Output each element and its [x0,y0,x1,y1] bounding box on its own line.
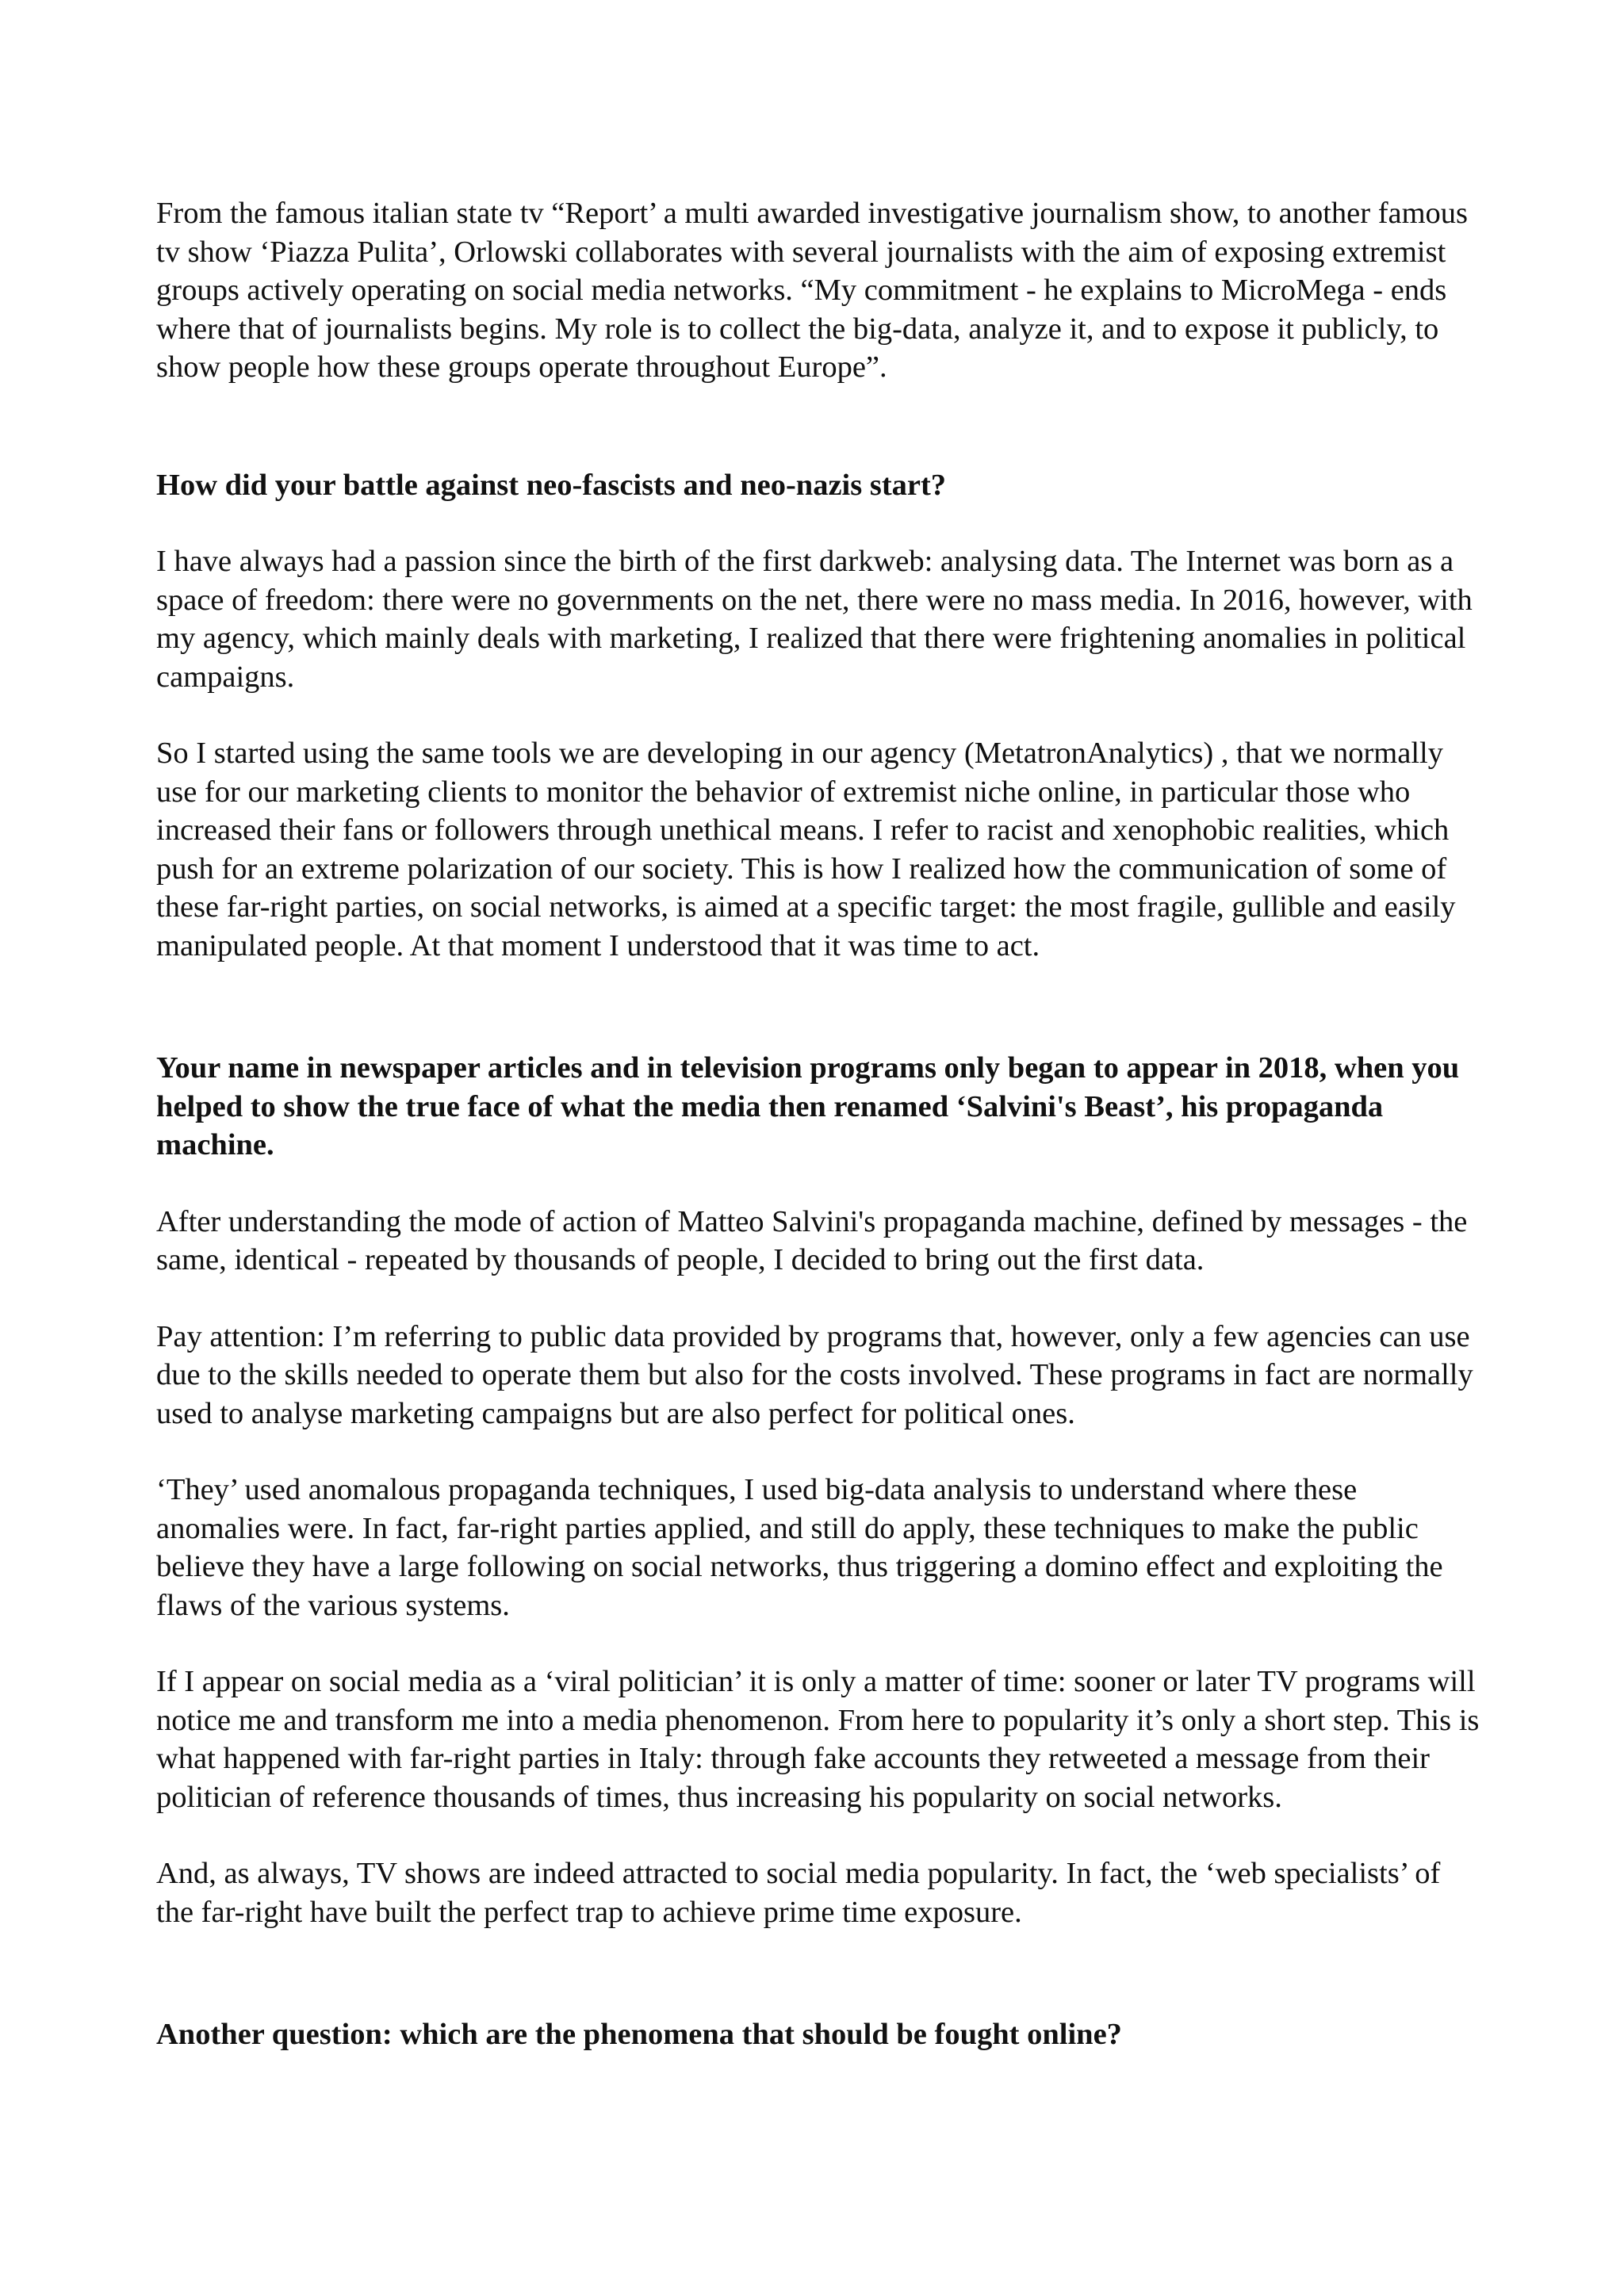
document-body [156,194,1480,2092]
answer-paragraph-5: ‘They’ used anomalous propaganda techniques, I used big-data analysis to understand where these anomalies were. In fact, far-right parties applied, and still do apply, these techniques to make the public believe they have a large following on social networks, thus triggering a domino effect and exploiting the flaws of the various systems. [156,1473,1443,1622]
answer-paragraph-6: If I appear on social media as a ‘viral politician’ it is only a matter of time: sooner or later TV programs will notice me and transform me into a media phenomenon. From here to popularity it’s only a short step. This is what happened with far-right parties in Italy: through fake accounts they retweeted a message from their politician of reference thousands of times, thus increasing his popularity on social networks. [156,1665,1480,1814]
intro-paragraph: From the famous italian state tv “Report’ a multi awarded investigative journalism show, to another famous tv show ‘Piazza Pulita’, Orlowski collaborates with several journalists with the aim of exposing extremist groups actively operating on social media networks. “My commitment - he explains to MicroMega - ends where that of journalists begins. My role is to collect the big-data, analyze it, and to expose it publicly, to show people how these groups operate throughout Europe”. [156,197,1469,384]
answer-paragraph-1: I have always had a passion since the birth of the first darkweb: analysing data. The Internet was born as a space of freedom: there were no governments on the net, there were no mass media. In 2016, however, with my agency, which mainly deals with marketing, I realized that there were frightening anomalies in political campaigns. [156,545,1473,694]
question-heading-2: Your name in newspaper articles and in television programs only began to appear in 2018, when you helped to show the true face of what the media then renamed ‘Salvini's Beast’, his propaganda machine. [156,1051,1460,1161]
answer-paragraph-7: And, as always, TV shows are indeed attracted to social media popularity. In fact, the ‘web specialists’ of the far-right have built the perfect trap to achieve prime time exposure. [156,1857,1441,1929]
question-heading-1: How did your battle against neo-fascists and neo-nazis start? [156,468,947,502]
answer-paragraph-3: After understanding the mode of action of Matteo Salvini's propaganda machine, defined by messages - the same, identical - repeated by thousands of people, I decided to bring out the first data. [156,1204,1468,1276]
question-heading-3: Another question: which are the phenomena that should be fought online? [156,2018,1122,2051]
answer-paragraph-2: So I started using the same tools we are developing in our agency (MetatronAnalytics) , that we normally use for our marketing clients to monitor the behavior of extremist niche online, in particular those who increased their fans or followers through unethical means. I refer to racist and xenophobic realities, which push for an extreme polarization of our society. This is how I realized how the communication of some of these far-right parties, on social networks, is aimed at a specific target: the most fragile, gullible and easily manipulated people. At that moment I understood that it was time to act. [156,737,1456,962]
answer-paragraph-4: Pay attention: I’m referring to public data provided by programs that, however, only a few agencies can use due to the skills needed to operate them but also for the costs involved. These programs in fact are normally used to analyse marketing campaigns but are also perfect for political ones. [156,1319,1473,1430]
